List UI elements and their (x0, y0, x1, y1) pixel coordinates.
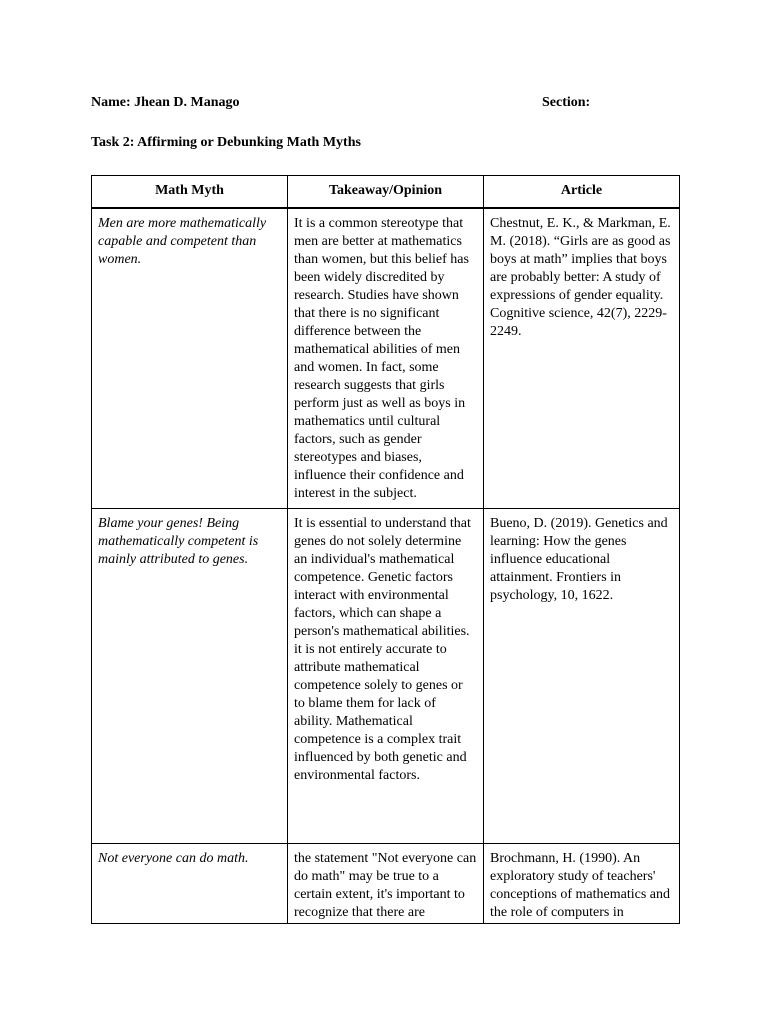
column-header-article: Article (484, 176, 680, 209)
section-label: Section: (542, 95, 591, 110)
takeaway-cell: It is essential to understand that genes do not solely determine an individual's mathematical competence. Genetic factors interact with environmental factors, which can shape a person's mathematical abilities. it is not entirely accurate to attribute mathematical competence solely to genes or to blame them for lack of ability. Mathematical competence is a complex trait influenced by both genetic and environmental factors. (288, 509, 484, 844)
column-header-math-myth: Math Myth (92, 176, 288, 209)
takeaway-cell (288, 844, 484, 924)
column-header-takeaway: Takeaway/Opinion (288, 176, 484, 209)
article-cell: Bueno, D. (2019). Genetics and learning: How the genes influence educational attainment. Frontiers in psychology, 10, 1622. (484, 509, 680, 844)
article-text: Brochmann, H. (1990). An exploratory study of teachers' conceptions of mathematics and the role of computers in (490, 851, 670, 920)
article-cell: Chestnut, E. K., & Markman, E. M. (2018). “Girls are as good as boys at math” implies that boys are probably better: A study of expressions of gender equality. Cognitive science, 42(7), 2229-2249. (484, 208, 680, 509)
table-row (92, 844, 680, 924)
table-row (92, 208, 680, 509)
myth-text: Not everyone can do math. (98, 851, 249, 866)
myth-cell (92, 844, 288, 924)
takeaway-text: the statement "Not everyone can do math" may be true to a certain extent, it's important to recognize that there are (294, 851, 477, 920)
student-name: Name: Jhean D. Manago (91, 95, 240, 110)
math-myths-table (91, 175, 680, 924)
myth-cell: Blame your genes! Being mathematically competent is mainly attributed to genes. (92, 509, 288, 844)
takeaway-cell: It is a common stereotype that men are better at mathematics than women, but this belief has been widely discredited by research. Studies have shown that there is no significant difference between the mathematical abilities of men and women. In fact, some research suggests that girls perform just as well as boys in mathematics until cultural factors, such as gender stereotypes and biases, influence their confidence and interest in the subject. (288, 208, 484, 509)
myth-cell: Men are more mathematically capable and competent than women. (92, 208, 288, 509)
article-cell (484, 844, 680, 924)
table-row (92, 509, 680, 844)
table-header-row (92, 176, 680, 209)
task-title: Task 2: Affirming or Debunking Math Myths (91, 135, 361, 150)
